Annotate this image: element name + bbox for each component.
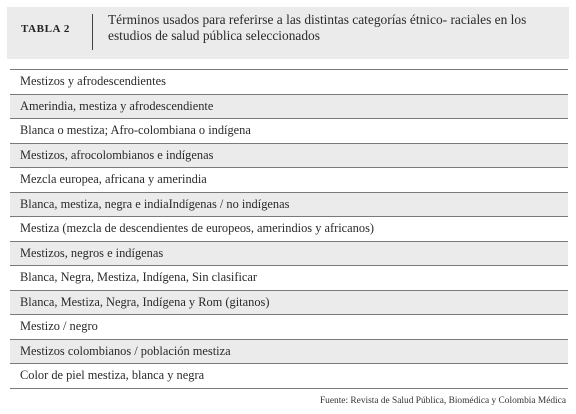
table-label: TABLA 2: [21, 23, 70, 35]
source-note: Fuente: Revista de Salud Pública, Biomédica y Colombia Médica: [319, 396, 566, 406]
table-row: Blanca, Mestiza, Negra, Indígena y Rom (gitanos): [10, 291, 568, 316]
table-row: Blanca, mestiza, negra e indiaIndígenas / no indígenas: [10, 193, 568, 218]
table-row: Mestizos, negros e indígenas: [10, 242, 568, 267]
table-row: Mestizos colombianos / población mestiza: [10, 340, 568, 365]
table-row: Mestizo / negro: [10, 315, 568, 340]
table-header: [7, 7, 569, 59]
terms-table: [10, 69, 568, 389]
table-row: Amerindia, mestiza y afrodescendiente: [10, 95, 568, 120]
table-row: Mestizos, afrocolombianos e indígenas: [10, 144, 568, 169]
header-divider: [92, 14, 93, 50]
table-title: Términos usados para referirse a las distintas categorías étnico- raciales en los estudios de salud pública seleccionados: [108, 12, 527, 43]
table-row: Color de piel mestiza, blanca y negra: [10, 364, 568, 389]
table-row: Mestizos y afrodescendientes: [10, 70, 568, 95]
table-row: Blanca o mestiza; Afro-colombiana o indígena: [10, 119, 568, 144]
table-row: Blanca, Negra, Mestiza, Indígena, Sin clasificar: [10, 266, 568, 291]
table-row: Mezcla europea, africana y amerindia: [10, 168, 568, 193]
table-row: Mestiza (mezcla de descendientes de europeos, amerindios y africanos): [10, 217, 568, 242]
